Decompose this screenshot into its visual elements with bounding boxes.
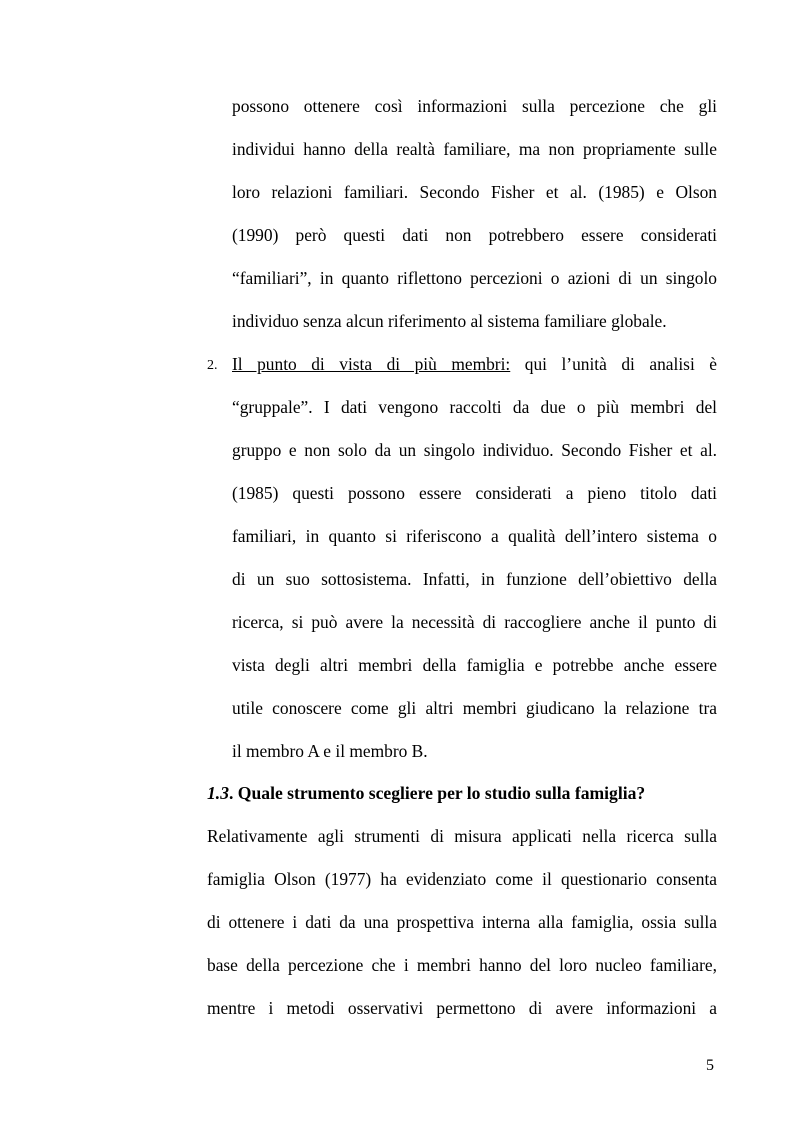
text-line: loro relazioni familiari. Secondo Fisher et al. (1985) e Olson xyxy=(232,182,717,202)
text-line: Relativamente agli strumenti di misura applicati nella ricerca sulla xyxy=(207,826,717,846)
text-line: ricerca, si può avere la necessità di raccogliere anche il punto di xyxy=(232,612,717,632)
text-line: “familiari”, in quanto riflettono percezioni o azioni di un singolo xyxy=(232,268,717,288)
text-line: (1990) però questi dati non potrebbero essere considerati xyxy=(232,225,717,245)
text-line: individuo senza alcun riferimento al sistema familiare globale. xyxy=(232,311,667,331)
text-line: utile conoscere come gli altri membri giudicano la relazione tra xyxy=(232,698,717,718)
text-line: possono ottenere così informazioni sulla percezione che gli xyxy=(232,96,717,116)
text-line: il membro A e il membro B. xyxy=(232,741,428,761)
text-line: mentre i metodi osservativi permettono di avere informazioni a xyxy=(207,998,717,1018)
section-heading xyxy=(207,782,645,804)
text-line: base della percezione che i membri hanno del loro nucleo familiare, xyxy=(207,955,717,975)
text-line: di un suo sottosistema. Infatti, in funzione dell’obiettivo della xyxy=(232,569,717,589)
list-item-number: 2. xyxy=(207,358,218,373)
text-line: gruppo e non solo da un singolo individuo. Secondo Fisher et al. xyxy=(232,440,717,460)
text-line: vista degli altri membri della famiglia e potrebbe anche essere xyxy=(232,655,717,675)
text-line: individui hanno della realtà familiare, ma non propriamente sulle xyxy=(232,139,717,159)
section-title: . Quale strumento scegliere per lo studio sulla famiglia? xyxy=(229,783,646,803)
text-line: famiglia Olson (1977) ha evidenziato come il questionario consenta xyxy=(207,869,717,889)
list-item-first-line-rest: qui l’unità di analisi è xyxy=(524,354,717,374)
list-item-first-line xyxy=(232,354,717,374)
page-number: 5 xyxy=(706,1057,714,1074)
text-line: (1985) questi possono essere considerati a pieno titolo dati xyxy=(232,483,717,503)
text-line: “gruppale”. I dati vengono raccolti da due o più membri del xyxy=(232,397,717,417)
section-number: 1.3 xyxy=(207,783,229,803)
text-line: di ottenere i dati da una prospettiva interna alla famiglia, ossia sulla xyxy=(207,912,717,932)
text-line: familiari, in quanto si riferiscono a qualità dell’intero sistema o xyxy=(232,526,717,546)
list-item-label: Il punto di vista di più membri: xyxy=(232,354,511,374)
